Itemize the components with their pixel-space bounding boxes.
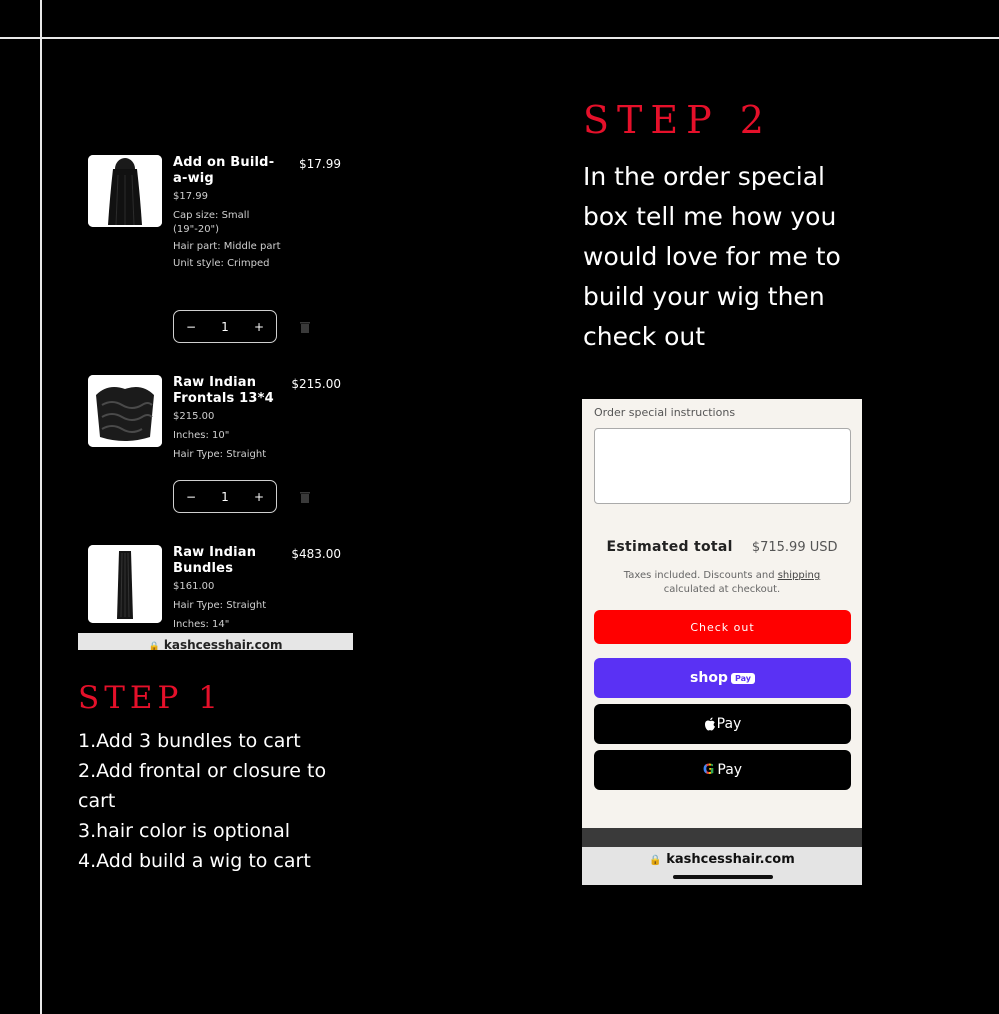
tax-note-text: calculated at checkout. bbox=[663, 584, 781, 595]
item-unit-price: $17.99 bbox=[173, 191, 208, 202]
google-icon: G bbox=[702, 762, 715, 778]
item-title[interactable]: Raw Indian Frontals 13*4 bbox=[173, 375, 274, 406]
item-title[interactable]: Raw Indian Bundles bbox=[173, 545, 257, 576]
lock-icon: 🔒 bbox=[649, 855, 662, 866]
item-detail: Cap size: Small (19"-20") bbox=[173, 210, 250, 235]
qty-value[interactable]: 1 bbox=[221, 489, 229, 504]
trash-icon[interactable] bbox=[300, 321, 310, 333]
qty-minus-button[interactable]: − bbox=[185, 319, 197, 334]
item-detail: Unit style: Crimped bbox=[173, 258, 270, 269]
step1-instructions bbox=[78, 726, 368, 876]
url-text: kashcesshair.com bbox=[666, 852, 795, 867]
checkout-label: Check out bbox=[690, 620, 755, 634]
apple-icon bbox=[704, 717, 716, 731]
item-unit-price: $161.00 bbox=[173, 581, 215, 592]
item-unit-price: $215.00 bbox=[173, 411, 215, 422]
browser-url-bar[interactable] bbox=[582, 847, 862, 885]
instructions-label: Order special instructions bbox=[594, 406, 736, 419]
step2-title: STEP 2 bbox=[583, 98, 772, 142]
url-text: kashcesshair.com bbox=[163, 638, 283, 650]
step1-title: STEP 1 bbox=[78, 680, 223, 716]
item-detail: Hair part: Middle part bbox=[173, 241, 281, 252]
qty-plus-button[interactable]: + bbox=[253, 489, 265, 504]
step1-line: 4.Add build a wig to cart bbox=[78, 850, 311, 872]
shop-pay-badge: Pay bbox=[731, 673, 755, 684]
lock-icon: 🔒 bbox=[148, 642, 160, 650]
shop-pay-button[interactable] bbox=[594, 658, 851, 698]
quantity-stepper bbox=[173, 480, 277, 513]
shipping-link[interactable]: shipping bbox=[777, 570, 821, 581]
home-indicator bbox=[673, 875, 773, 879]
tax-note-text: Taxes included. Discounts and bbox=[623, 570, 778, 581]
checkout-screenshot bbox=[582, 399, 862, 885]
trash-icon[interactable] bbox=[300, 491, 310, 503]
step1-line: 3.hair color is optional bbox=[78, 820, 290, 842]
frontal-thumbnail[interactable] bbox=[88, 375, 162, 447]
item-info bbox=[173, 155, 283, 271]
wig-thumbnail[interactable] bbox=[88, 155, 162, 227]
item-detail: Inches: 14" bbox=[173, 619, 230, 630]
google-pay-label: Pay bbox=[717, 762, 743, 778]
estimated-total bbox=[582, 536, 862, 555]
tax-note bbox=[602, 569, 842, 597]
item-title[interactable]: Add on Build-a-wig bbox=[173, 155, 275, 186]
bundle-thumbnail[interactable] bbox=[88, 545, 162, 623]
frame-line-horizontal bbox=[0, 37, 999, 39]
item-detail: Inches: 10" bbox=[173, 430, 230, 441]
item-info bbox=[173, 545, 283, 632]
browser-url-bar[interactable] bbox=[78, 633, 353, 650]
cart-screenshot bbox=[78, 150, 353, 650]
apple-pay-button[interactable] bbox=[594, 704, 851, 744]
total-label: Estimated total bbox=[606, 539, 733, 555]
qty-minus-button[interactable]: − bbox=[185, 489, 197, 504]
total-value: $715.99 USD bbox=[751, 540, 838, 555]
checkout-button[interactable] bbox=[594, 610, 851, 644]
item-detail: Hair Type: Straight bbox=[173, 449, 267, 460]
apple-pay-label: Pay bbox=[716, 716, 742, 732]
qty-plus-button[interactable]: + bbox=[253, 319, 265, 334]
item-line-price: $215.00 bbox=[291, 377, 341, 391]
page-bottom-strip bbox=[582, 828, 862, 847]
frame-line-vertical bbox=[40, 0, 42, 1014]
qty-value[interactable]: 1 bbox=[221, 319, 229, 334]
step1-line: 2.Add frontal or closure to cart bbox=[78, 760, 327, 812]
item-line-price: $17.99 bbox=[299, 157, 341, 171]
item-info bbox=[173, 375, 283, 462]
item-detail: Hair Type: Straight bbox=[173, 600, 267, 611]
step2-instructions: In the order special box tell me how you would love for me to build your wig then check out bbox=[583, 162, 841, 351]
step1-line: 1.Add 3 bundles to cart bbox=[78, 730, 301, 752]
shop-label: shop bbox=[690, 670, 728, 686]
quantity-stepper bbox=[173, 310, 277, 343]
google-pay-button[interactable] bbox=[594, 750, 851, 790]
item-line-price: $483.00 bbox=[291, 547, 341, 561]
instructions-textarea[interactable] bbox=[594, 428, 851, 504]
